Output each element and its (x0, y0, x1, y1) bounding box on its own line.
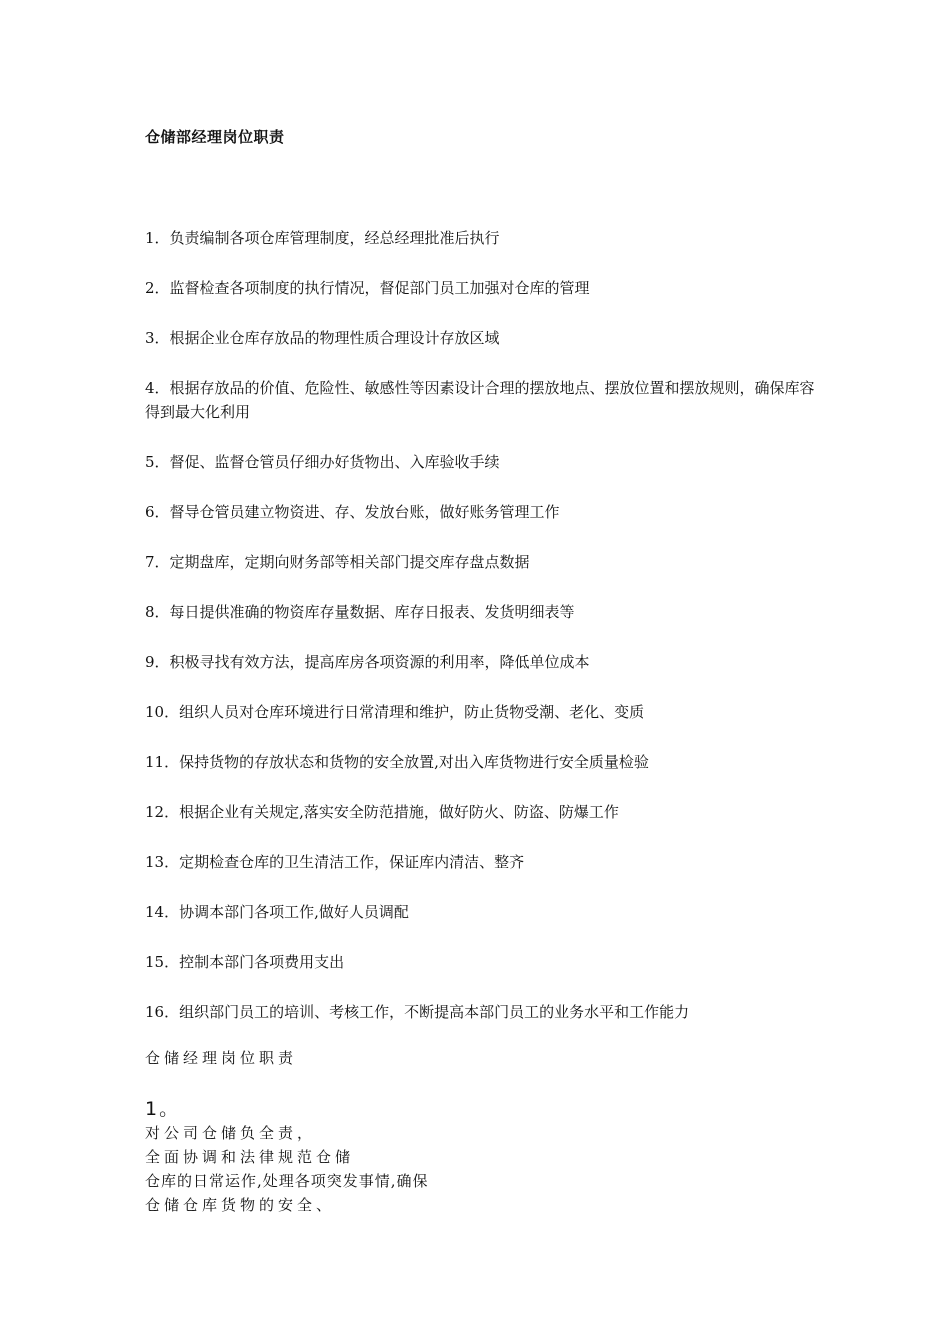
duty-item: 12．根据企业有关规定,落实安全防范措施，做好防火、防盗、防爆工作 (145, 803, 619, 821)
section-line: 仓储仓库货物的安全、 (145, 1196, 336, 1214)
duty-item: 15．控制本部门各项费用支出 (145, 953, 345, 971)
duty-item: 2．监督检查各项制度的执行情况，督促部门员工加强对仓库的管理 (145, 279, 590, 297)
duty-item: 16．组织部门员工的培训、考核工作，不断提高本部门员工的业务水平和工作能力 (145, 1003, 690, 1021)
duty-item: 14．协调本部门各项工作,做好人员调配 (145, 903, 409, 921)
duty-item: 4．根据存放品的价值、危险性、敏感性等因素设计合理的摆放地点、摆放位置和摆放规则，确保库容得到最大化利用 (145, 379, 815, 421)
section-body (145, 1097, 645, 1217)
duty-item: 8．每日提供准确的物资库存量数据、库存日报表、发货明细表等 (145, 603, 575, 621)
duty-item: 6．督导仓管员建立物资进、存、发放台账，做好账务管理工作 (145, 503, 560, 521)
document-title: 仓储部经理岗位职责 (145, 128, 285, 146)
section-line: 对公司仓储负全责， (145, 1124, 317, 1142)
duty-item: 5．督促、监督仓管员仔细办好货物出、入库验收手续 (145, 453, 500, 471)
duty-item: 11．保持货物的存放状态和货物的安全放置,对出入库货物进行安全质量检验 (145, 753, 649, 771)
duty-item: 1．负责编制各项仓库管理制度，经总经理批准后执行 (145, 229, 500, 247)
section-title: 仓储经理岗位职责 (145, 1049, 298, 1067)
duty-item: 7．定期盘库，定期向财务部等相关部门提交库存盘点数据 (145, 553, 530, 571)
duty-list (145, 226, 825, 1050)
duty-item: 13．定期检查仓库的卫生清洁工作，保证库内清洁、整齐 (145, 853, 525, 871)
item-number: 1。 (145, 1098, 181, 1120)
duty-item: 10．组织人员对仓库环境进行日常清理和维护，防止货物受潮、老化、变质 (145, 703, 645, 721)
section-line: 全面协调和法律规范仓储 (145, 1148, 355, 1166)
duty-item: 9．积极寻找有效方法，提高库房各项资源的利用率，降低单位成本 (145, 653, 590, 671)
duty-item: 3．根据企业仓库存放品的物理性质合理设计存放区域 (145, 329, 500, 347)
section-line: 仓库的日常运作,处理各项突发事情,确保 (145, 1172, 429, 1190)
